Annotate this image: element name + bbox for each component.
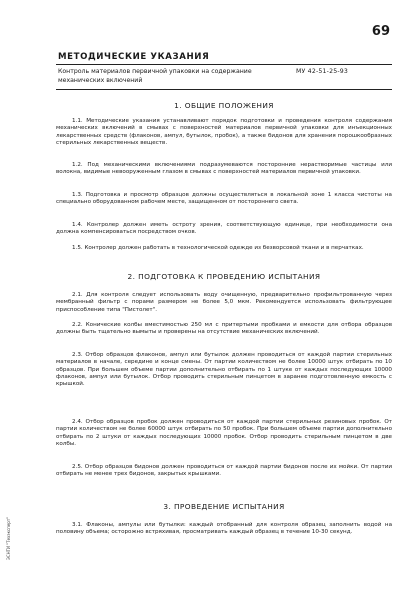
margin-watermark-text: ЭСНТИ "Техэксперт" [6, 516, 11, 560]
paragraph-2-5: 2.5. Отбор образцов бидонов должен проводиться от каждой партии бидонов после их мойки. От партии отбирать не менее трех бидонов, закрытых крышками. [56, 464, 392, 478]
paragraph-2-4: 2.4. Отбор образцов пробок должен проводиться от каждой партии стерильных резиновых пробок. От партии количеством не более 60000 штук отбирать по 50 пробок. При большем объеме партии дополнительно отбирать по 2 штуки от каждых последующих 10000 пробок. Отбор проводить стерильным пинцетом в две колбы. [56, 419, 392, 448]
paragraph-2-1: 2.1. Для контроля следует использовать воду очищенную, предварительно профильтрованную через мембранный фильтр с порами размером не более 5,0 мкм. Рекомендуется использовать фильтрующее приспособление типа "Пистолет". [56, 292, 392, 313]
header-divider [56, 89, 392, 90]
paragraph-1-2: 1.2. Под механическими включениями подразумеваются посторонние нерастворимые частицы или волокна, видимые невооруженным глазом в смывах с поверхностей материалов первичной упаковки. [56, 162, 392, 176]
page-number: 69 [371, 24, 390, 39]
paragraph-3-1: 3.1. Флаконы, ампулы или бутылки: каждый отобранный для контроля образец заполнить водой на половину объема; осторожно встряхивая, просматривать каждый образец в течение 10-30 секунд. [56, 522, 392, 536]
paragraph-2-3: 2.3. Отбор образцов флаконов, ампул или бутылок должен проводиться от каждой партии стерильных материалов в начале, середине и конце смены. От партии количеством не более 10000 штук отбирать по 10 образцов. При большем объеме партии дополнительно отбирать по 1 штуке от каждых последующих 10000 флаконов, ампул или бутылок. Отбор проводить стерильным пинцетом в заранее подготовленную емкость с крышкой. [56, 352, 392, 388]
paragraph-1-3: 1.3. Подготовка и просмотр образцов должны осуществляться в локальной зоне 1 класса чистоты на специально оборудованном рабочем месте, защищенном от постороннего света. [56, 192, 392, 206]
title-underline [56, 64, 392, 65]
document-subtitle: Контроль материалов первичной упаковки на содержание механических включений [58, 68, 252, 84]
paragraph-2-2: 2.2. Конические колбы вместимостью 250 мл с притертыми пробками и емкости для отбора образцов должны быть тщательно вымыты и проверены на отсутствие механических включений. [56, 322, 392, 336]
document-title: МЕТОДИЧЕСКИЕ УКАЗАНИЯ [58, 52, 210, 62]
paragraph-1-5: 1.5. Контролер должен работать в технологической одежде из безворсовой ткани и в перчатках. [72, 245, 364, 251]
section-heading-general: 1. ОБЩИЕ ПОЛОЖЕНИЯ [174, 101, 274, 110]
section-heading-preparation: 2. ПОДГОТОВКА К ПРОВЕДЕНИЮ ИСПЫТАНИЯ [127, 272, 321, 281]
section-heading-testing: 3. ПРОВЕДЕНИЕ ИСПЫТАНИЯ [163, 502, 285, 511]
document-code: МУ 42-51-25-93 [296, 68, 349, 75]
paragraph-1-1: 1.1. Методические указания устанавливают порядок подготовки и проведения контроля содержания механических включений в смывах с поверхностей материалов первичной упаковки для инъекционных лекарственных средств (флаконов, ампул, бутылок, пробок), а также бидонов для хранения порошкообразных стерильных лекарственных веществ. [56, 118, 392, 147]
paragraph-1-4: 1.4. Контролер должен иметь остроту зрения, соответствующую единице, при необходимости она должна компенсироваться посредством очков. [56, 222, 392, 236]
